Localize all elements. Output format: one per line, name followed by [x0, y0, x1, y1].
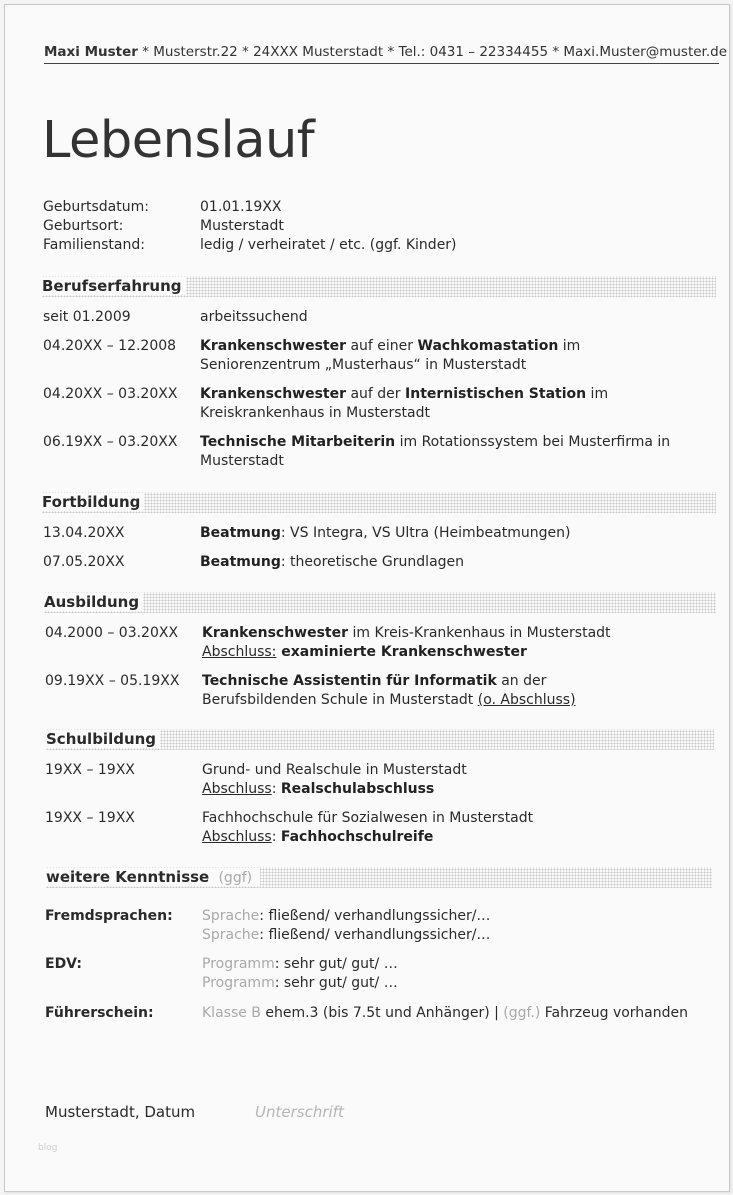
entry-line2: Musterstadt	[200, 453, 284, 469]
skill-line	[202, 1004, 688, 1023]
personal-label: Geburtsort:	[43, 218, 124, 234]
entry-underlined: Abschluss	[202, 829, 272, 845]
entry-text: Grund- und Realschule in Musterstadt	[202, 762, 467, 778]
contact-header	[44, 44, 728, 64]
skill-value: Fahrzeug vorhanden	[540, 1005, 688, 1021]
skill-key: Programm	[202, 975, 275, 991]
personal-label: Geburtsdatum:	[43, 199, 149, 215]
section-title	[46, 868, 260, 886]
entry-bold: Beatmung	[200, 554, 281, 570]
entry-text: im	[558, 338, 581, 354]
section-title: Berufserfahrung	[42, 277, 186, 295]
entry-text: : theoretische Grundlagen	[280, 554, 465, 570]
skill-key: Klasse B	[202, 1005, 261, 1021]
entry-underlined: Abschluss	[202, 781, 272, 797]
section-title: Fortbildung	[42, 493, 144, 511]
skill-key: Programm	[202, 956, 275, 972]
entry-date: 04.20XX – 12.2008	[43, 338, 177, 354]
skill-line	[202, 955, 398, 974]
page-title: Lebenslauf	[42, 111, 315, 170]
entry-line2	[202, 780, 434, 799]
entry-date: 04.2000 – 03.20XX	[45, 625, 179, 641]
entry-underlined: (o. Abschluss)	[477, 692, 576, 708]
entry-date: 19XX – 19XX	[45, 810, 135, 826]
section-heading-schulbildung	[46, 729, 714, 750]
skill-line	[202, 926, 490, 945]
entry-text: arbeitssuchend	[200, 309, 308, 325]
entry-text: :	[271, 829, 281, 845]
entry-line2: Kreiskrankenhaus in Musterstadt	[200, 405, 430, 421]
entry-date: 06.19XX – 03.20XX	[43, 434, 178, 450]
section-heading-kenntnisse	[46, 867, 712, 888]
section-heading-ausbildung	[44, 592, 716, 613]
section-heading-fortbildung	[42, 492, 716, 513]
entry-bold: Technische Mitarbeiterin	[200, 434, 396, 450]
entry-bold: Internistischen Station	[405, 386, 587, 402]
entry-bold: Krankenschwester	[202, 625, 349, 641]
header-name: Maxi Muster	[44, 44, 138, 60]
skill-key: (ggf.)	[503, 1005, 541, 1021]
entry-bold: Fachhochschulreife	[280, 829, 434, 845]
entry-line	[202, 672, 546, 691]
personal-value: ledig / verheiratet / etc. (ggf. Kinder)	[200, 237, 457, 253]
skill-value: : fließend/ verhandlungssicher/…	[259, 908, 491, 924]
entry-text: :	[271, 781, 281, 797]
personal-value: 01.01.19XX	[200, 199, 282, 215]
entry-bold: Krankenschwester	[200, 338, 347, 354]
section-title-note: (ggf)	[218, 870, 256, 886]
place-date: Musterstadt, Datum	[45, 1103, 196, 1121]
entry-date: 07.05.20XX	[43, 554, 125, 570]
personal-label: Familienstand:	[43, 237, 145, 253]
entry-text: an der	[496, 673, 547, 689]
entry-line	[200, 337, 580, 356]
entry-bold: Technische Assistentin für Informatik	[202, 673, 497, 689]
entry-date: 04.20XX – 03.20XX	[43, 386, 178, 402]
skill-line	[202, 907, 490, 926]
signature-placeholder: Unterschrift	[255, 1103, 344, 1121]
entry-line2	[202, 643, 527, 662]
skill-key: Sprache	[202, 927, 260, 943]
entry-date: 13.04.20XX	[43, 525, 125, 541]
entry-underlined: Abschluss:	[202, 644, 277, 660]
skill-value: : sehr gut/ gut/ …	[274, 975, 398, 991]
skill-value: : fließend/ verhandlungssicher/…	[259, 927, 491, 943]
entry-date: 19XX – 19XX	[45, 762, 135, 778]
entry-date: seit 01.2009	[43, 309, 131, 325]
entry-text: auf der	[346, 386, 406, 402]
entry-line	[202, 624, 611, 643]
entry-text: Fachhochschule für Sozialwesen in Musterstadt	[202, 810, 534, 826]
skill-label: Fremdsprachen:	[45, 908, 173, 924]
section-title: Schulbildung	[46, 730, 160, 748]
entry-line2: Seniorenzentrum „Musterhaus“ in Musterstadt	[200, 357, 527, 373]
section-heading-berufserfahrung	[42, 276, 716, 297]
entry-bold: Beatmung	[200, 525, 281, 541]
entry-bold: examinierte Krankenschwester	[276, 644, 527, 660]
entry-line	[200, 524, 570, 543]
section-title-text: weitere Kenntnisse	[46, 868, 213, 886]
section-title: Ausbildung	[44, 593, 143, 611]
skill-key: Sprache	[202, 908, 260, 924]
entry-text: : VS Integra, VS Ultra (Heimbeatmungen)	[280, 525, 571, 541]
entry-bold: Wachkomastation	[417, 338, 559, 354]
watermark: blog	[38, 1143, 58, 1153]
header-contact: * Musterstr.22 * 24XXX Musterstadt * Tel.: 0431 – 22334455 * Maxi.Muster@muster.de	[137, 44, 728, 60]
entry-date: 09.19XX – 05.19XX	[45, 673, 180, 689]
entry-text: im	[586, 386, 609, 402]
entry-line	[200, 553, 464, 572]
entry-line	[200, 385, 608, 404]
personal-value: Musterstadt	[200, 218, 284, 234]
entry-text: im Rotationssystem bei Musterfirma in	[395, 434, 671, 450]
skill-label: Führerschein:	[45, 1005, 154, 1021]
entry-text: Berufsbildenden Schule in Musterstadt	[202, 692, 478, 708]
entry-bold: Krankenschwester	[200, 386, 347, 402]
skill-label: EDV:	[45, 956, 82, 972]
entry-bold: Realschulabschluss	[280, 781, 435, 797]
entry-text: im Kreis-Krankenhaus in Musterstadt	[348, 625, 611, 641]
entry-line2	[202, 828, 433, 847]
entry-text: auf einer	[346, 338, 418, 354]
skill-value: : sehr gut/ gut/ …	[274, 956, 398, 972]
entry-line	[200, 433, 670, 452]
skill-value: ehem.3 (bis 7.5t und Anhänger) |	[260, 1005, 504, 1021]
entry-line2	[202, 691, 576, 710]
skill-line	[202, 974, 398, 993]
